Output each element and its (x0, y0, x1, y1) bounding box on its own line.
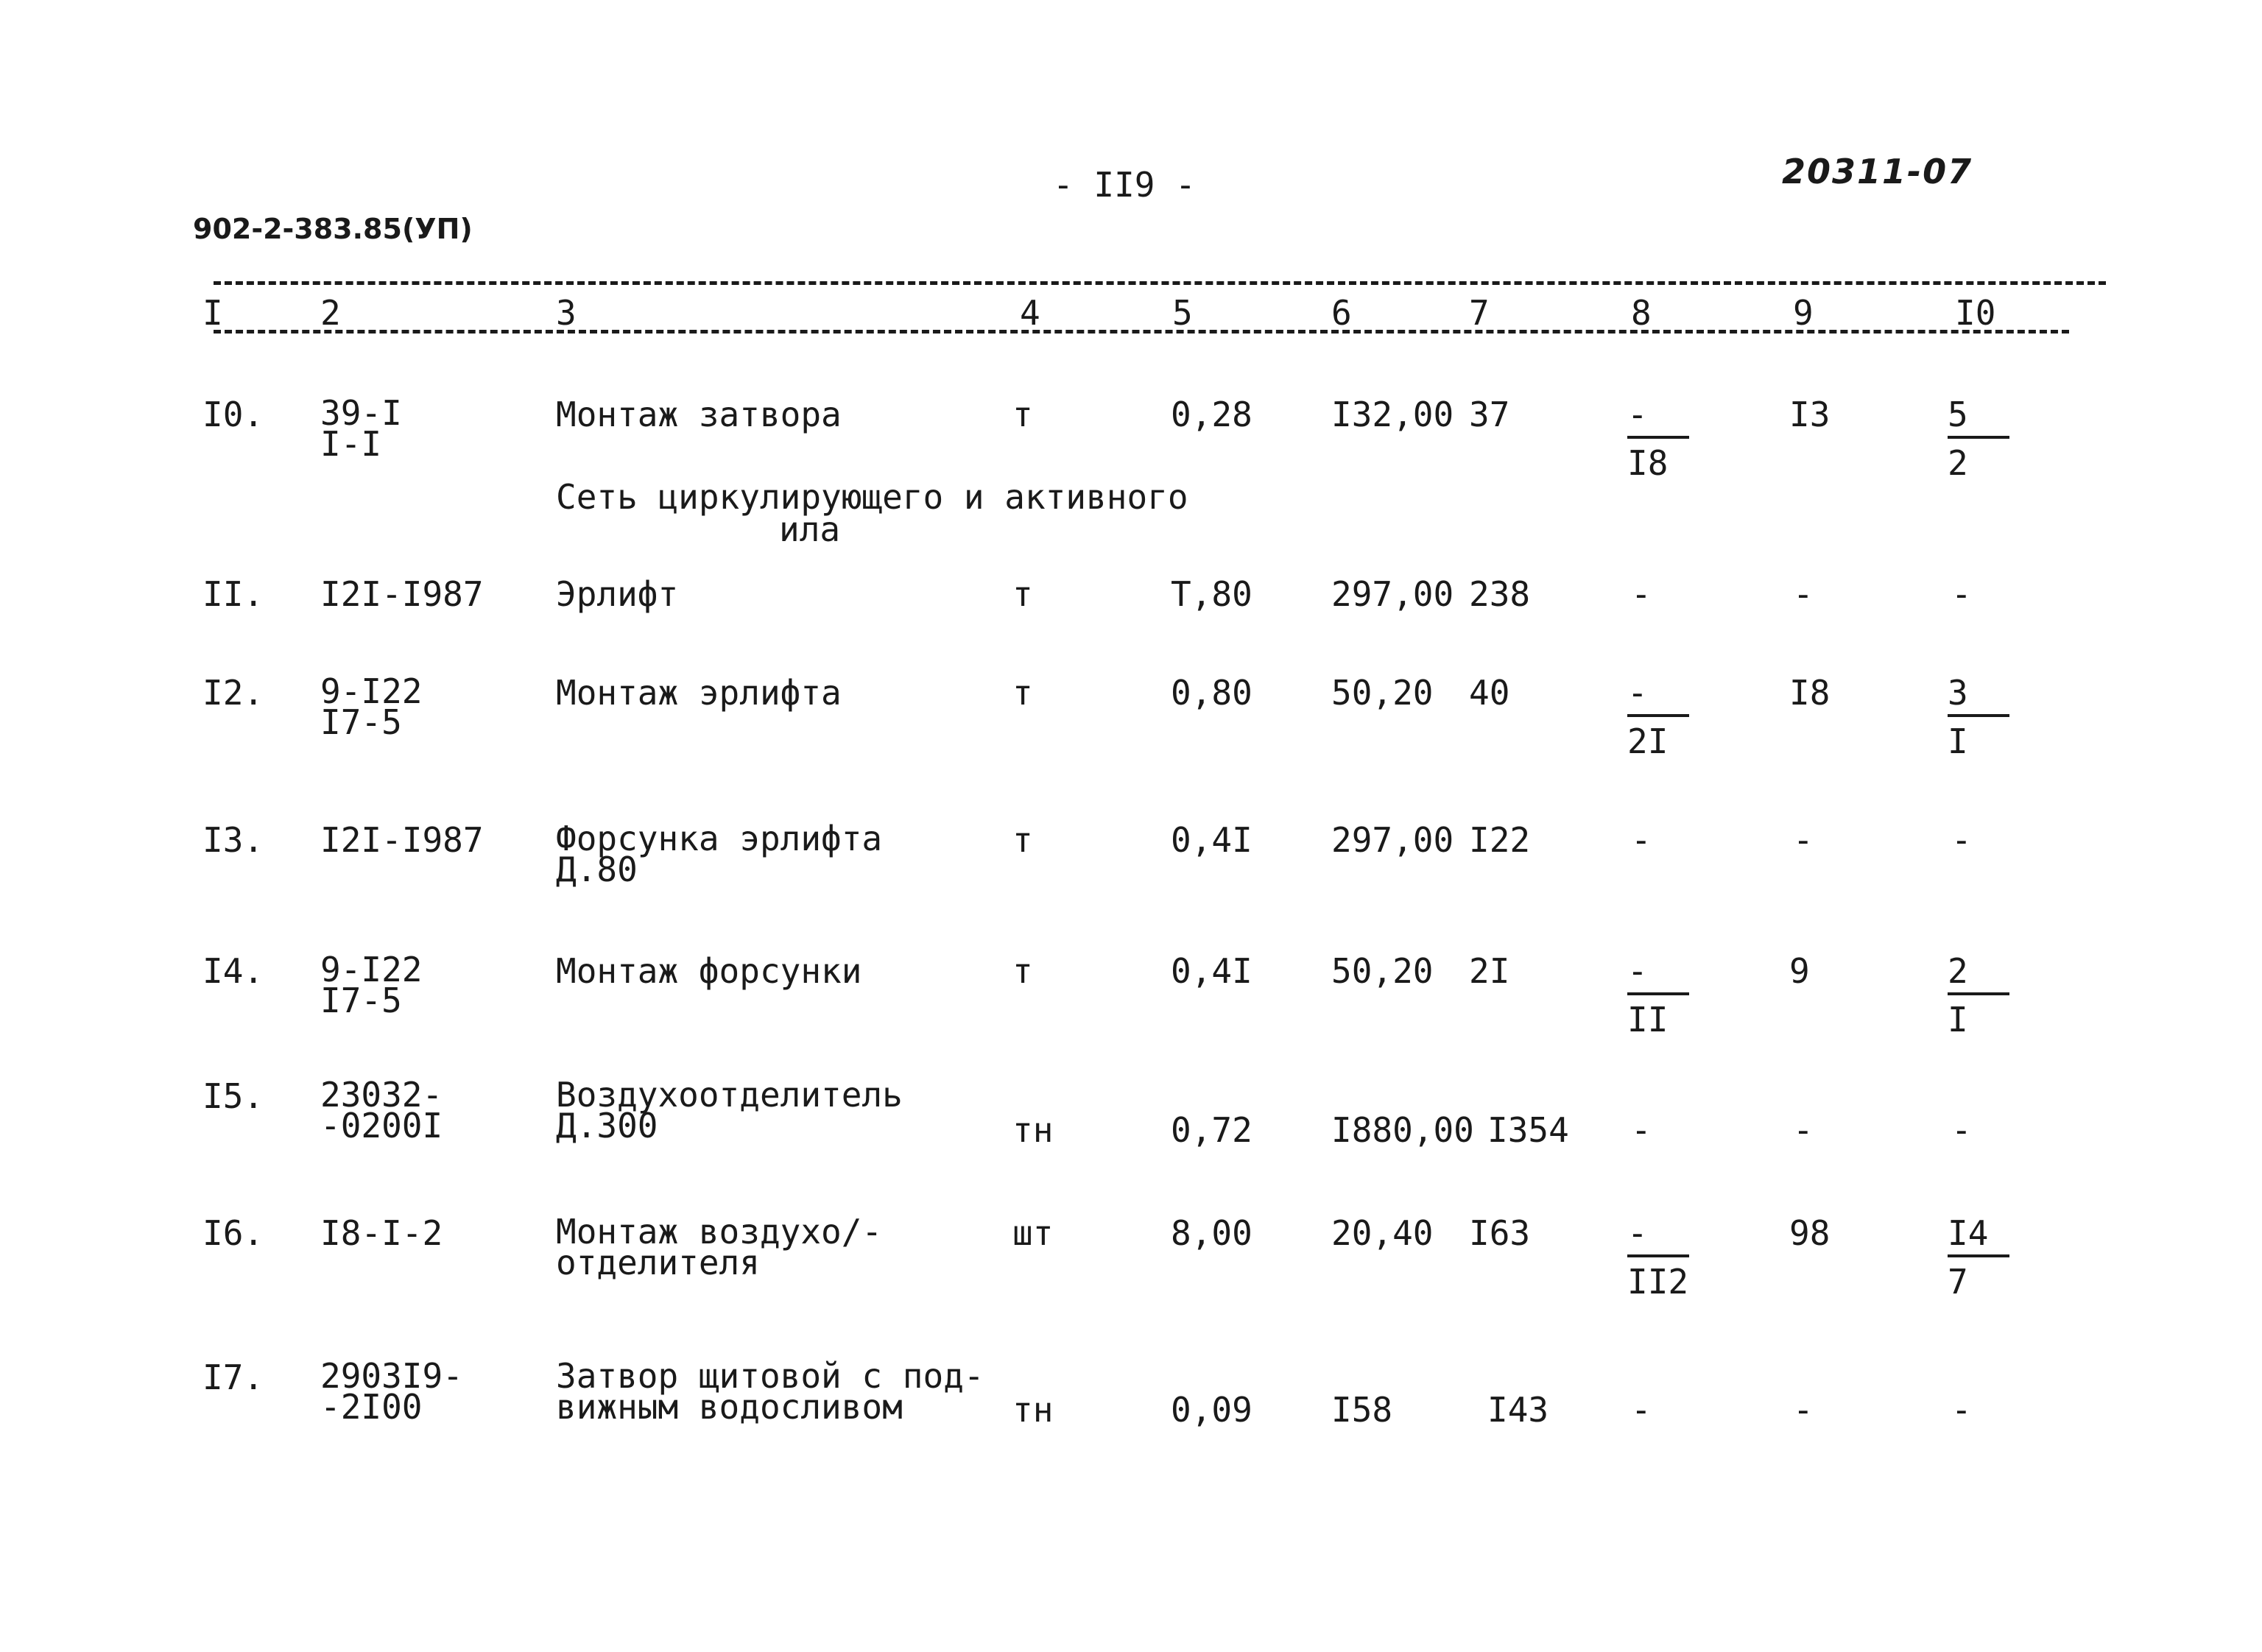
row-number: I5. (202, 1076, 264, 1116)
col-header-8: 8 (1631, 293, 1652, 333)
row-col8: - (1631, 1390, 1652, 1430)
row-col8: - (1631, 820, 1652, 860)
row-col9: - (1793, 1110, 1814, 1150)
row-qty: 0,72 (1171, 1110, 1252, 1150)
row-col8: - (1631, 1110, 1652, 1150)
row-code: I2I-I987 (320, 820, 484, 860)
row-name: Воздухоотделитель Д.300 (556, 1075, 903, 1146)
row-total: I22 (1469, 820, 1531, 860)
row-total: I43 (1487, 1390, 1549, 1430)
row-price: 20,40 (1331, 1213, 1434, 1253)
row-code: I8-I-2 (320, 1213, 443, 1253)
row-name: Форсунка эрлифта Д.80 (556, 819, 883, 889)
row-col9: - (1793, 574, 1814, 614)
row-total: 2I (1469, 951, 1510, 991)
row-unit: тн (1012, 1110, 1054, 1150)
row-price: 50,20 (1331, 951, 1434, 991)
row-price: I32,00 (1331, 395, 1454, 434)
row-col10: - (1951, 820, 1972, 860)
row-name: Затвор щитовой с под- вижным водосливом (556, 1356, 984, 1427)
col-header-10: I0 (1955, 293, 1996, 333)
row-col8: - (1631, 574, 1652, 614)
row-price: 297,00 (1331, 574, 1454, 614)
row-price: 297,00 (1331, 820, 1454, 860)
document-code: 902-2-383.85(УП) (193, 213, 473, 245)
section-title-continued: ила (779, 509, 841, 549)
row-total: 238 (1469, 574, 1531, 614)
row-unit: т (1012, 574, 1033, 614)
row-code: 9-I22 I7-5 (320, 671, 423, 742)
col-header-3: 3 (556, 293, 577, 333)
row-name: Монтаж затвора (556, 395, 842, 434)
row-price: I58 (1331, 1390, 1393, 1430)
row-price: I880,00 (1331, 1110, 1474, 1150)
row-col8-fraction: - I8 (1627, 398, 1694, 480)
row-col8-fraction: - II (1627, 954, 1694, 1037)
row-number: I3. (202, 820, 264, 860)
row-col8-fraction: - 2I (1627, 676, 1694, 758)
page-number: - II9 - (1053, 165, 1196, 205)
row-col10: - (1951, 1110, 1972, 1150)
col-header-4: 4 (1020, 293, 1040, 333)
row-col9: I8 (1789, 673, 1831, 713)
row-col10-fraction: I4 7 (1948, 1216, 2014, 1299)
row-col10-fraction: 3 I (1948, 676, 2014, 758)
row-total: I63 (1469, 1213, 1531, 1253)
row-unit: тн (1012, 1390, 1054, 1430)
section-title: Сеть циркулирующего и активного (556, 477, 1188, 517)
row-col9: - (1793, 1390, 1814, 1430)
row-col10: - (1951, 574, 1972, 614)
row-unit: шт (1012, 1213, 1054, 1253)
row-name: Монтаж воздухо/- отделителя (556, 1212, 883, 1282)
header-rule-top (214, 281, 2106, 285)
row-price: 50,20 (1331, 673, 1434, 713)
row-qty: Т,80 (1171, 574, 1252, 614)
row-code: 23032- -0200I (320, 1075, 443, 1146)
row-name: Монтаж эрлифта (556, 673, 842, 713)
col-header-6: 6 (1331, 293, 1352, 333)
row-col9: 98 (1789, 1213, 1831, 1253)
col-header-7: 7 (1469, 293, 1490, 333)
col-header-9: 9 (1793, 293, 1814, 333)
row-number: I6. (202, 1213, 264, 1253)
row-unit: т (1012, 820, 1033, 860)
row-unit: т (1012, 673, 1033, 713)
row-code: I2I-I987 (320, 574, 484, 614)
col-header-1: I (202, 293, 223, 333)
col-header-5: 5 (1172, 293, 1193, 333)
row-total: 37 (1469, 395, 1510, 434)
row-total: 40 (1469, 673, 1510, 713)
row-col10-fraction: 5 2 (1948, 398, 2014, 480)
row-number: I2. (202, 673, 264, 713)
row-unit: т (1012, 395, 1033, 434)
row-name: Эрлифт (556, 574, 679, 614)
row-col9: 9 (1789, 951, 1810, 991)
inventory-number: 20311-07 (1782, 152, 1973, 191)
row-unit: т (1012, 951, 1033, 991)
row-number: I7. (202, 1358, 264, 1397)
row-total: I354 (1487, 1110, 1569, 1150)
row-col9: I3 (1789, 395, 1831, 434)
row-name: Монтаж форсунки (556, 951, 862, 991)
row-qty: 0,09 (1171, 1390, 1252, 1430)
row-col8-fraction: - II2 (1627, 1213, 1689, 1302)
row-col10: - (1951, 1390, 1972, 1430)
row-qty: 0,4I (1171, 951, 1252, 991)
row-qty: 0,80 (1171, 673, 1252, 713)
row-number: I0. (202, 395, 264, 434)
header-rule-bottom (214, 330, 2069, 333)
row-number: I4. (202, 951, 264, 991)
row-code: 2903I9- -2I00 (320, 1356, 463, 1427)
row-col10-fraction: 2 I (1948, 954, 2014, 1037)
row-code: 39-I I-I (320, 393, 402, 464)
row-qty: 0,4I (1171, 820, 1252, 860)
col-header-2: 2 (320, 293, 341, 333)
row-number: II. (202, 574, 264, 614)
row-qty: 8,00 (1171, 1213, 1252, 1253)
row-code: 9-I22 I7-5 (320, 950, 423, 1020)
row-col9: - (1793, 820, 1814, 860)
row-qty: 0,28 (1171, 395, 1252, 434)
